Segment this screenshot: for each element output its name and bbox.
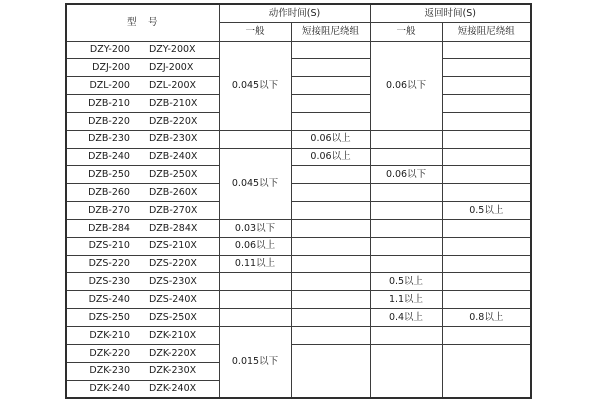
- table-row: [66, 112, 531, 130]
- value-cell-action-general: [219, 273, 291, 291]
- value-cell-action-damping: [291, 291, 370, 309]
- model-label: DZS-240X: [148, 293, 197, 305]
- model-label: DZB-284X: [148, 222, 198, 234]
- value-cell-action-damping: [291, 41, 370, 59]
- table-row: [66, 344, 531, 362]
- value-cell-return-damping: [442, 130, 531, 148]
- table-row: [66, 327, 531, 345]
- value-cell-return-damping: [442, 95, 531, 113]
- model-label: DZS-240: [88, 293, 130, 305]
- value-cell-return-general: 0.06以下: [370, 166, 442, 184]
- value-cell-action-general: 0.015以下: [219, 327, 291, 398]
- table-body: [66, 41, 531, 398]
- table-row: [66, 255, 531, 273]
- model-cell: [66, 59, 219, 77]
- value-cell-return-general: 0.4以上: [370, 309, 442, 327]
- value-cell-return-damping: [442, 112, 531, 130]
- header-action-damping: 短接阻尼绕组: [291, 22, 370, 41]
- table-row: [66, 237, 531, 255]
- model-label: DZY-200X: [148, 44, 196, 56]
- model-cell: [66, 202, 219, 220]
- model-label: DZS-220X: [148, 258, 197, 270]
- model-label: DZS-210: [88, 240, 130, 252]
- value-cell-action-general: [219, 130, 291, 148]
- table-row: [66, 219, 531, 237]
- model-label: DZB-284: [88, 222, 130, 234]
- header-return-general: 一般: [370, 22, 442, 41]
- value-cell-return-damping: [442, 344, 531, 398]
- model-cell: [66, 291, 219, 309]
- value-cell-action-damping: [291, 219, 370, 237]
- header-action-general: 一般: [219, 22, 291, 41]
- value-cell-return-damping: [442, 273, 531, 291]
- value-cell-return-general: [370, 184, 442, 202]
- table-row: [66, 41, 531, 59]
- model-label: DZS-220: [88, 258, 130, 270]
- table-row: [66, 273, 531, 291]
- model-label: DZS-230: [88, 276, 130, 288]
- value-cell-action-general: 0.11以上: [219, 255, 291, 273]
- model-label: DZB-220: [88, 115, 130, 127]
- model-label: DZB-210: [88, 97, 130, 109]
- value-cell-action-damping: [291, 59, 370, 77]
- table-row: [66, 166, 531, 184]
- model-label: DZK-240: [89, 382, 130, 394]
- header-model: 型 号: [66, 4, 219, 41]
- table-row: [66, 130, 531, 148]
- value-cell-action-general: 0.045以下: [219, 148, 291, 219]
- value-cell-action-damping: [291, 112, 370, 130]
- model-label: DZB-250X: [148, 169, 198, 181]
- value-cell-action-general: 0.03以下: [219, 219, 291, 237]
- value-cell-action-damping: [291, 95, 370, 113]
- value-cell-action-damping: [291, 255, 370, 273]
- model-cell: [66, 309, 219, 327]
- value-cell-return-damping: [442, 41, 531, 59]
- model-label: DZB-270X: [148, 204, 198, 216]
- value-cell-return-general: 0.5以上: [370, 273, 442, 291]
- model-cell: [66, 112, 219, 130]
- value-cell-return-general: 0.06以下: [370, 41, 442, 130]
- value-cell-return-damping: [442, 219, 531, 237]
- model-label: DZS-250: [88, 311, 130, 323]
- table-row: [66, 59, 531, 77]
- value-cell-return-damping: [442, 255, 531, 273]
- header-return-damping: 短接阻尼绕组: [442, 22, 531, 41]
- table-row: [66, 184, 531, 202]
- header-return-time: 返回时间(S): [370, 4, 531, 22]
- model-cell: [66, 344, 219, 362]
- model-label: DZL-200: [89, 79, 130, 91]
- model-label: DZB-260X: [148, 186, 198, 198]
- model-label: DZY-200: [89, 44, 130, 56]
- relay-timing-table: [65, 3, 532, 399]
- model-cell: [66, 77, 219, 95]
- table-row: [66, 309, 531, 327]
- value-cell-action-damping: [291, 309, 370, 327]
- value-cell-return-damping: [442, 184, 531, 202]
- model-label: DZK-210: [89, 329, 130, 341]
- value-cell-action-general: [219, 291, 291, 309]
- model-cell: [66, 327, 219, 345]
- value-cell-action-general: [219, 309, 291, 327]
- model-label: DZK-240X: [149, 382, 197, 394]
- model-cell: [66, 184, 219, 202]
- value-cell-action-general: 0.06以上: [219, 237, 291, 255]
- model-label: DZB-240X: [148, 151, 198, 163]
- value-cell-action-damping: [291, 202, 370, 220]
- value-cell-return-general: [370, 130, 442, 148]
- model-label: DZB-230X: [148, 133, 198, 145]
- model-label: DZS-210X: [148, 240, 197, 252]
- model-cell: [66, 41, 219, 59]
- model-cell: [66, 95, 219, 113]
- table-row: [66, 148, 531, 166]
- model-label: DZB-220X: [148, 115, 198, 127]
- model-label: DZS-230X: [148, 276, 197, 288]
- value-cell-action-damping: [291, 184, 370, 202]
- value-cell-return-general: [370, 327, 442, 345]
- value-cell-return-damping: [442, 148, 531, 166]
- value-cell-return-damping: 0.8以上: [442, 309, 531, 327]
- model-cell: [66, 148, 219, 166]
- value-cell-return-general: [370, 148, 442, 166]
- model-label: DZK-230: [89, 365, 130, 377]
- model-label: DZB-250: [88, 169, 130, 181]
- header-action-time: 动作时间(S): [219, 4, 370, 22]
- value-cell-action-damping: 0.06以上: [291, 148, 370, 166]
- value-cell-action-damping: [291, 273, 370, 291]
- value-cell-return-damping: [442, 77, 531, 95]
- value-cell-return-general: [370, 202, 442, 220]
- value-cell-return-damping: 0.5以上: [442, 202, 531, 220]
- model-label: DZS-250X: [148, 311, 197, 323]
- model-label: DZB-210X: [148, 97, 198, 109]
- model-label: DZB-230: [88, 133, 130, 145]
- model-label: DZK-230X: [149, 365, 197, 377]
- model-cell: [66, 166, 219, 184]
- model-label: DZK-220X: [149, 347, 197, 359]
- value-cell-action-damping: [291, 344, 370, 398]
- value-cell-return-damping: [442, 59, 531, 77]
- table-row: [66, 77, 531, 95]
- value-cell-return-damping: [442, 166, 531, 184]
- table-row: [66, 291, 531, 309]
- value-cell-return-damping: [442, 291, 531, 309]
- model-cell: [66, 130, 219, 148]
- model-label: DZK-220: [89, 347, 130, 359]
- model-cell: [66, 273, 219, 291]
- model-label: DZB-240: [88, 151, 130, 163]
- value-cell-return-general: [370, 237, 442, 255]
- model-label: DZJ-200X: [149, 62, 194, 74]
- value-cell-return-damping: [442, 237, 531, 255]
- value-cell-action-damping: 0.06以上: [291, 130, 370, 148]
- model-label: DZB-260: [88, 186, 130, 198]
- model-cell: [66, 237, 219, 255]
- model-cell: [66, 219, 219, 237]
- model-label: DZJ-200: [92, 62, 130, 74]
- value-cell-return-general: [370, 344, 442, 398]
- value-cell-action-damping: [291, 327, 370, 345]
- header-row-1: [66, 4, 531, 22]
- model-label: DZL-200X: [148, 79, 197, 91]
- value-cell-return-general: [370, 255, 442, 273]
- model-label: DZB-270: [88, 204, 130, 216]
- model-cell: [66, 255, 219, 273]
- value-cell-action-damping: [291, 77, 370, 95]
- table-row: [66, 202, 531, 220]
- value-cell-action-damping: [291, 237, 370, 255]
- table-row: [66, 95, 531, 113]
- value-cell-action-general: 0.045以下: [219, 41, 291, 130]
- model-cell: [66, 380, 219, 398]
- value-cell-return-general: [370, 219, 442, 237]
- value-cell-return-general: 1.1以上: [370, 291, 442, 309]
- value-cell-action-damping: [291, 166, 370, 184]
- model-cell: [66, 362, 219, 380]
- value-cell-return-damping: [442, 327, 531, 345]
- model-label: DZK-210X: [149, 329, 197, 341]
